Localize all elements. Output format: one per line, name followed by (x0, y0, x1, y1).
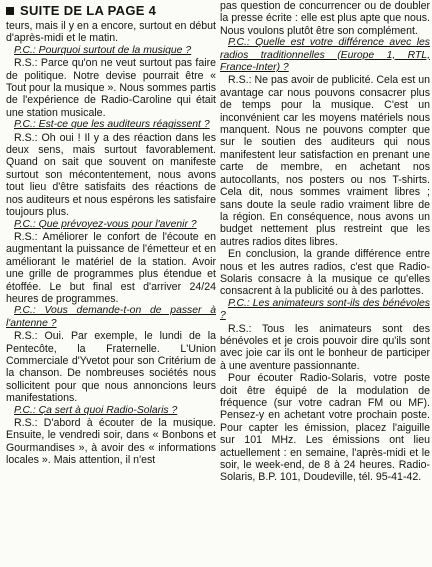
right-column (220, 0, 430, 484)
interview-answer: R.S.: Parce qu'on ne veut surtout pas faire de politique. Notre devise pourrait être « Tout pour la musique ». Nous sommes partis de l'expérience de Radio-Caroline qui était une station musicale. (6, 57, 216, 119)
left-column (6, 20, 216, 467)
paragraph: pas question de concurrencer ou de doubler la presse écrite : elle est plus apte que nous. Nous voulons plutôt être son complément. (220, 0, 430, 37)
paragraph: En conclusion, la grande différence entre nous et les autres radios, c'est que Radio-Solaris consacre à la musique ce qu'elles consacrent à la publicité ou à des parlottes. (220, 248, 430, 298)
paragraph: Pour écouter Radio-Solaris, votre poste doit être équipé de la modulation de fréquence (sur votre cadran FM ou MF). Pensez-y en achetant votre prochain poste. Pour capter les émission, placez l'aiguille sur 101 MHz. Les émissions ont lieu actuellement : en semaine, l'après-midi et le soir, le week-end, de 8 à 24 heures. Radio-Solaris, B.P. 101, Doudeville, tél. 95-41-42. (220, 372, 430, 484)
interview-answer: R.S.: Améliorer le confort de l'écoute en augmentant la puissance de l'émetteur et en améliorant le matériel de la station. Avoir une grille de programmes plus étendue et étoffée. Le but final est d'arriver 24/24 heures de programmes. (6, 230, 216, 305)
interview-answer: R.S.: Oh oui ! Il y a des réaction dans les deux sens, mais surtout favorablement. Quand on sait que souvent on manifeste surtout son mécontentement, nous avons tout lieu d'être satisfaits des réactions de nos auditeurs et nous espérons les satisfaire toujours plus. (6, 131, 216, 219)
header-label: SUITE DE LA PAGE 4 (20, 3, 157, 18)
continuation-header (6, 2, 216, 19)
square-bullet-icon (6, 7, 14, 15)
interview-question: P.C.: Les animateurs sont-ils des bénévoles ? (220, 297, 430, 322)
interview-answer: R.S.: Tous les animateurs sont des bénévoles et je crois pouvoir dire qu'ils sont avec joie car ils ont le bonheur de participer à une aventure passionnante. (220, 322, 430, 372)
interview-answer: R.S.: D'abord à écouter de la musique. Ensuite, le vendredi soir, dans « Bonbons et Gourmandises », à avoir des « informations locales ». Mais attention, il n'est (6, 417, 216, 467)
paragraph: teurs, mais il y en a encore, surtout en début d'après-midi et le matin. (6, 20, 216, 45)
interview-answer: R.S.: Ne pas avoir de publicité. Cela est un avantage car nous pouvons consacrer plus de temps pour la musique. C'est un inconvénient car les moyens matériels nous manquent. Nous ne pouvons compter que sur le soutien des auditeurs qui nous manifestent leur satisfaction en prenant une carte de membre, en achetant nos autocollants, nos posters ou nos T-shirts. Cela dit, nous sommes vraiment libres ; sans doute la seule radio vraiment libre de la région. En conséquence, nous avons un budget nettement plus restreint que les autres radios dites libres. (220, 74, 430, 248)
interview-question: P.C.: Vous demande-t-on de passer à l'antenne ? (6, 305, 216, 329)
interview-question: P.C.: Que prévoyez-vous pour l'avenir ? (14, 218, 197, 230)
interview-question: P.C.: Pourquoi surtout de la musique ? (14, 44, 192, 56)
interview-question: P.C.: Quelle est votre différence avec les radios traditionnelles (Europe 1, RTL, France-Inter) ? (220, 37, 430, 74)
interview-question: P.C.: Est-ce que les auditeurs réagissent ? (14, 119, 210, 131)
interview-question: P.C.: Ça sert à quoi Radio-Solaris ? (14, 404, 178, 416)
interview-answer: R.S.: Oui. Par exemple, le lundi de la Pentecôte, la Fraternelle. L'Union Commerciale d'Yvetot pour son Critérium de la chanson. De nombreuses sociétés nous sollicitent pour que nous annoncions leurs manifestations. (6, 330, 216, 405)
